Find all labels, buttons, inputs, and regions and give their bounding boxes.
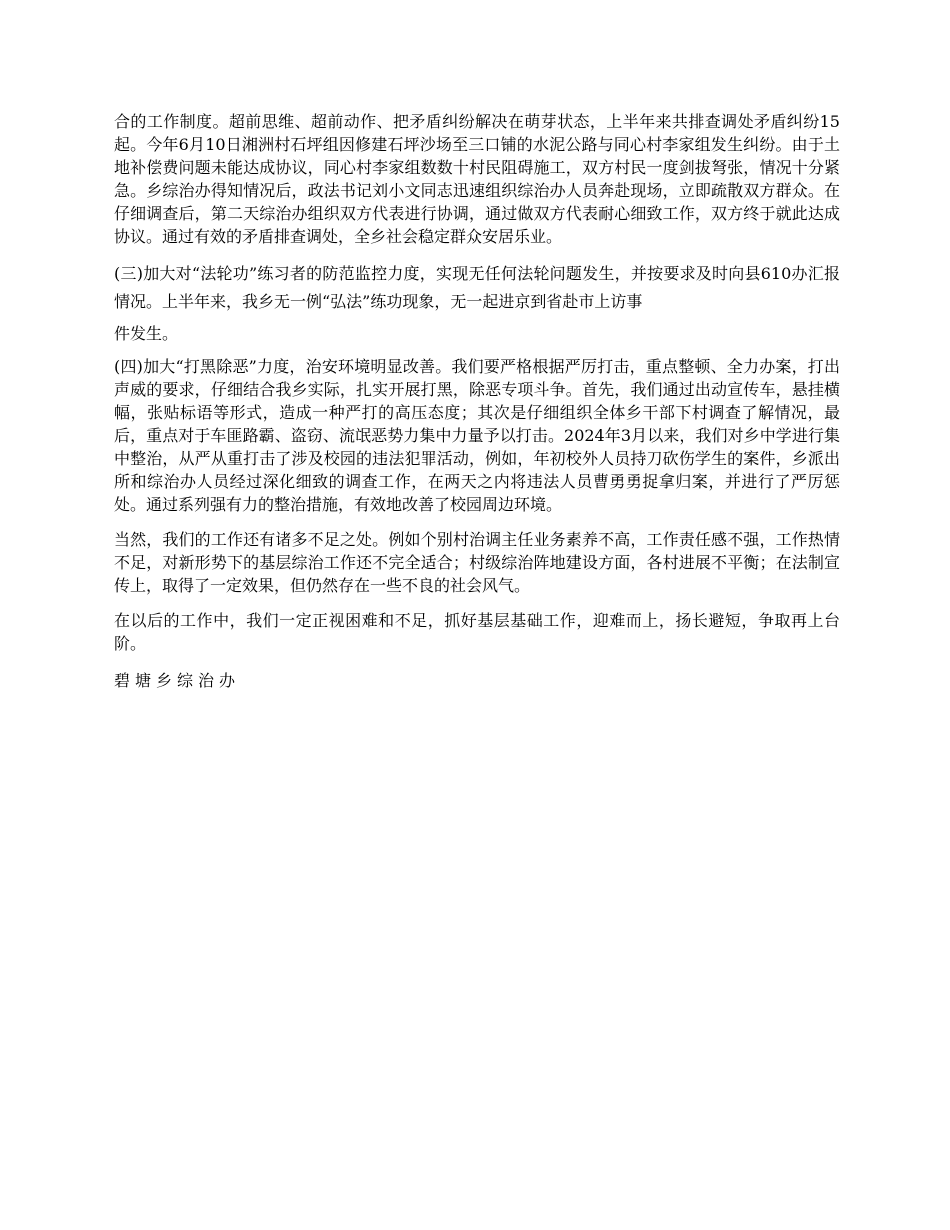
paragraph-falungong-continued: 件发生。 xyxy=(114,324,179,343)
paragraph-shortcomings: 当然，我们的工作还有诸多不足之处。例如个别村治调主任业务素养不高，工作责任感不强，工作热情不足，对新形势下的基层综治工作还不完全适合；村级综治阵地建设方面，各村进展不平衡；在法制宣传上，取得了一定效果，但仍然存在一些不良的社会风气。 xyxy=(114,530,840,595)
signature: 碧塘乡综治办 xyxy=(114,671,241,690)
paragraph-falungong-monitoring: (三)加大对“法轮功”练习者的防范监控力度，实现无任何法轮问题发生，并按要求及时向县610办汇报情况。上半年来，我乡无一例“弘法”练功现象，无一起进京到省赴市上访事 xyxy=(114,264,840,311)
document-page xyxy=(114,110,840,692)
paragraph-anti-crime: (四)加大“打黑除恶”力度，治安环境明显改善。我们要严格根据严厉打击，重点整顿、全力办案，打出声威的要求，仔细结合我乡实际，扎实开展打黑，除恶专项斗争。首先，我们通过出动宣传车，悬挂横幅，张贴标语等形式，造成一种严打的高压态度；其次是仔细组织全体乡干部下村调查了解情况，最后，重点对于车匪路霸、盗窃、流氓恶势力集中力量予以打击。2024年3月以来，我们对乡中学进行集中整治，从严从重打击了涉及校园的违法犯罪活动，例如，年初校外人员持刀砍伤学生的案件，乡派出所和综治办人员经过深化细致的调查工作，在两天之内将违法人员曹勇勇捉拿归案，并进行了严厉惩处。通过系列强有力的整治措施，有效地改善了校园周边环境。 xyxy=(114,357,840,514)
paragraph-work-system: 合的工作制度。超前思维、超前动作、把矛盾纠纷解决在萌芽状态，上半年来共排查调处矛盾纠纷15起。今年6月10日湘洲村石坪组因修建石坪沙场至三口铺的水泥公路与同心村李家组发生纠纷。由于土地补偿费问题未能达成协议，同心村李家组数数十村民阻碍施工，双方村民一度剑拔弩张，情况十分紧急。乡综治办得知情况后，政法书记刘小文同志迅速组织综治办人员奔赴现场，立即疏散双方群众。在仔细调查后，第二天综治办组织双方代表进行协调，通过做双方代表耐心细致工作，双方终于就此达成协议。通过有效的矛盾排查调处，全乡社会稳定群众安居乐业。 xyxy=(114,112,840,246)
paragraph-future-work: 在以后的工作中，我们一定正视困难和不足，抓好基层基础工作，迎难而上，扬长避短，争取再上台阶。 xyxy=(114,611,840,653)
